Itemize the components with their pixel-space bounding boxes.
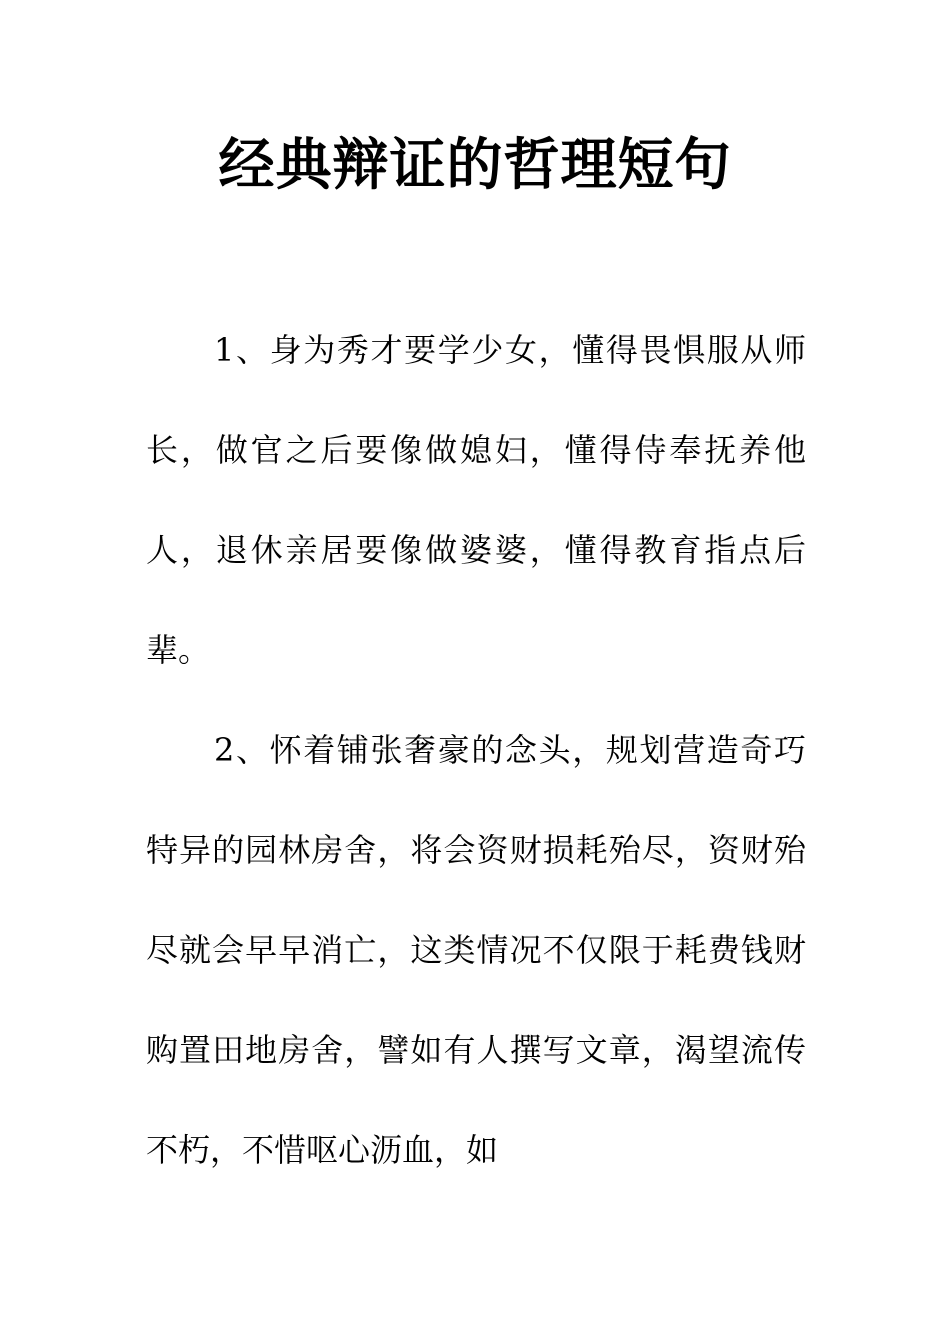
paragraph-2: 2、怀着铺张奢豪的念头，规划营造奇巧特异的园林房舍，将会资财损耗殆尽，资财殆尽就会早早消亡，这类情况不仅限于耗费钱财购置田地房舍，譬如有人撰写文章，渴望流传不朽，不惜呕心沥血，如 — [146, 731, 806, 1169]
document-body — [146, 300, 806, 1200]
paragraph-1: 1、身为秀才要学少女，懂得畏惧服从师长，做官之后要像做媳妇，懂得侍奉抚养他人，退休亲居要像做婆婆，懂得教育指点后辈。 — [146, 331, 806, 669]
document-title: 经典辩证的哲理短句 — [218, 133, 732, 198]
